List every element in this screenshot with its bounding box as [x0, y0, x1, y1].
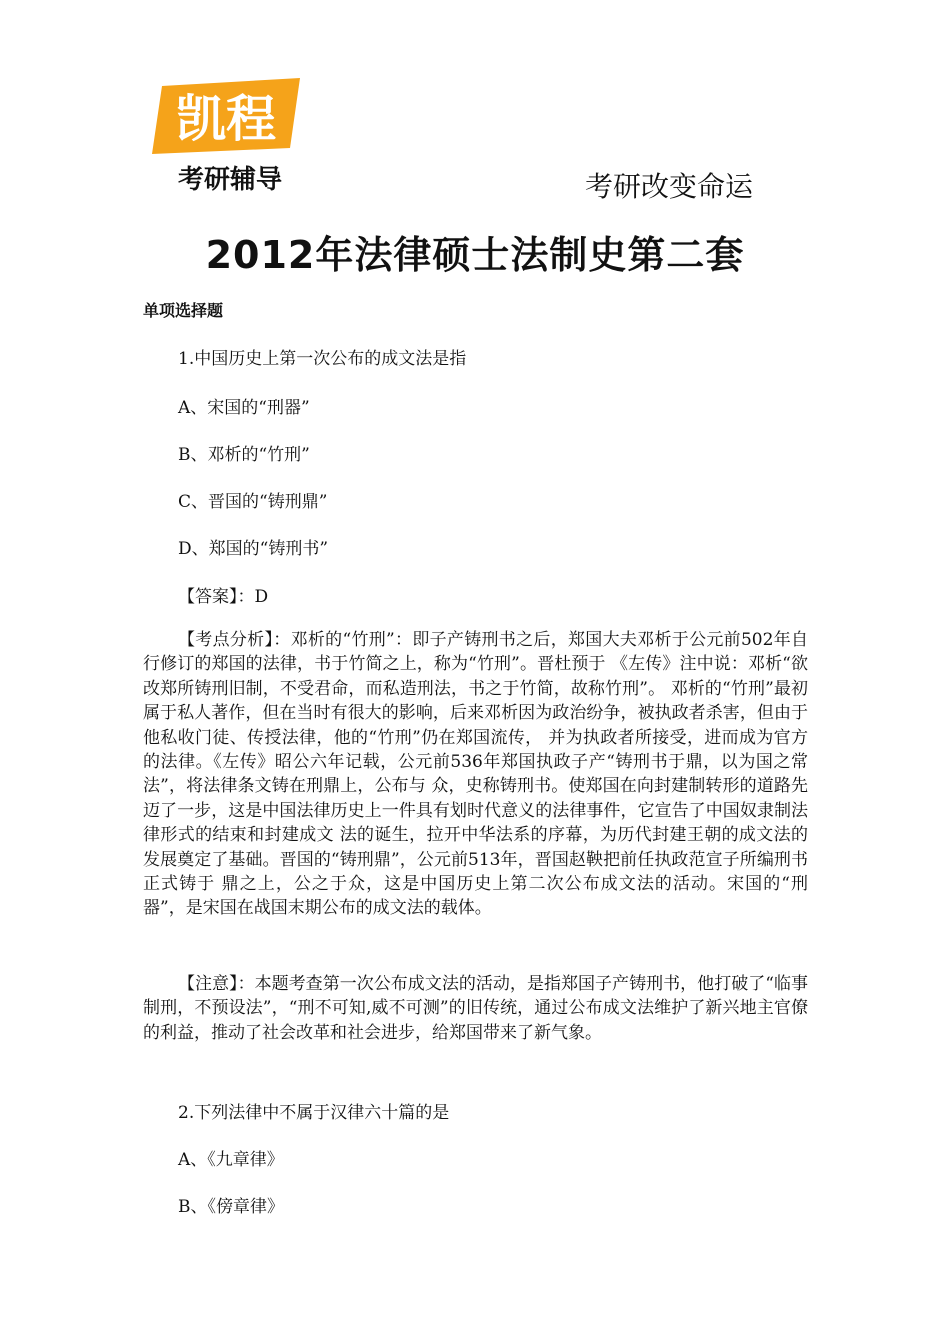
q1-analysis: 【考点分析】：邓析的“竹刑”：即子产铸刑书之后，郑国大夫邓析于公元前502年自行修订的郑国的法律，书于竹简之上，称为“竹刑”。晋杜预于 《左传》注中说：邓析“欲改郑所铸刑旧制，不受君命，而私造刑法，书之于竹简，故称竹刑”。 邓析的“竹刑”最初属于私人著作，但在当时有很大的影响，后来邓析因为政治纷争，被执政者杀害，但由于他私收门徒、传授法律，他的“竹刑”仍在郑国流传， 并为执政者所接受，进而成为官方的法律。《左传》昭公六年记载，公元前536年郑国执政子产“铸刑书于鼎，以为国之常法”，将法律条文铸在刑鼎上，公布与 众，史称铸刑书。使郑国在向封建制转形的道路先迈了一步，这是中国法律历史上一件具有划时代意义的法律事件，它宣告了中国奴隶制法律形式的结束和封建成文 法的诞生，拉开中华法系的序幕，为历代封建王朝的成文法的发展奠定了基础。晋国的“铸刑鼎”，公元前513年，晋国赵鞅把前任执政范宣子所编刑书正式铸于 鼎之上，公之于众，这是中国历史上第二次公布成文法的活动。宋国的“刑器”，是宋国在战国末期公布的成文法的载体。	[143, 630, 808, 919]
slogan: 考研改变命运	[585, 170, 754, 203]
q1-note: 【注意】：本题考查第一次公布成文法的活动，是指郑国子产铸刑书，他打破了“临事制刑，不预设法”，“刑不可知,威不可测”的旧传统，通过公布成文法维护了新兴地主官僚的利益，推动了社会改革和社会进步，给郑国带来了新气象。	[143, 974, 808, 1043]
section-title: 单项选择题	[143, 301, 224, 320]
page-title: 2012年法律硕士法制史第二套	[205, 233, 745, 277]
q1-option-c: C、晋国的“铸刑鼎”	[178, 492, 328, 512]
logo-brand-text: 凯程	[176, 90, 276, 148]
q1-option-b: B、邓析的“竹刑”	[178, 445, 310, 465]
q1-option-d: D、郑国的“铸刑书”	[178, 539, 329, 559]
question-2: 2.下列法律中不属于汉律六十篇的是	[178, 1103, 450, 1123]
q2-option-b: B、《傍章律》	[178, 1197, 284, 1217]
kaicheng-logo	[150, 78, 310, 196]
question-1: 1.中国历史上第一次公布的成文法是指	[178, 349, 467, 369]
logo-graphic	[150, 78, 310, 196]
q1-option-a: A、宋国的“刑器”	[178, 398, 310, 418]
q1-answer: 【答案】：D	[178, 587, 269, 607]
q2-option-a: A、《九章律》	[178, 1150, 284, 1170]
logo-subtitle: 考研辅导	[177, 165, 283, 195]
